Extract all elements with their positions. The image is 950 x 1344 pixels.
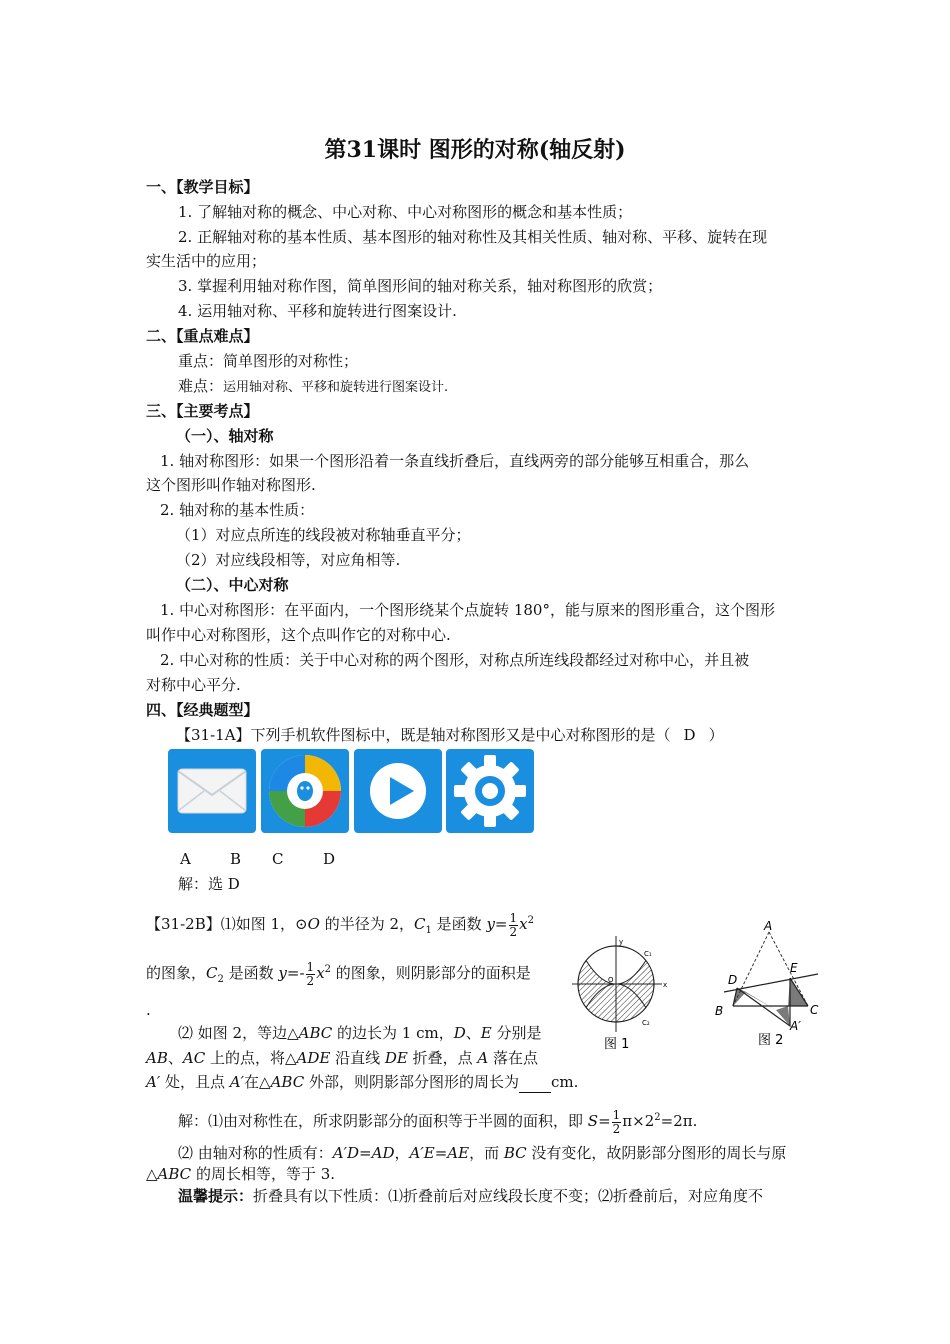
fig2-label-e: E xyxy=(790,961,798,975)
mail-icon xyxy=(168,749,256,833)
question-2b-line3: A′ 处，且点 A′在△ABC 外部，则阴影部分图形的周长为 cm. xyxy=(146,1073,579,1091)
question-tag: 【31-1A】 xyxy=(176,726,251,744)
question-tag: 【31-2B】 xyxy=(146,915,221,933)
fig2-label-a: A xyxy=(764,919,773,933)
solution-2-line1: ⑵ 由轴对称的性质有：A′D=AD，A′E=AE，而 BC 没有变化，故阴影部分图形的周长与原 xyxy=(178,1144,787,1162)
difficulty-label: 难点： xyxy=(178,377,224,395)
figure-2 xyxy=(710,918,825,1050)
fig1-label-x: x xyxy=(663,981,668,989)
tip-text: 折叠具有以下性质：⑴折叠前后对应线段长度不变；⑵折叠前后，对应角度不 xyxy=(253,1187,764,1205)
fig2-label-a-prime: A′ xyxy=(790,1019,801,1033)
fig1-label-o: O xyxy=(608,976,614,984)
paragraph: （2）对应线段相等，对应角相等. xyxy=(176,551,401,569)
option-d: D xyxy=(323,850,336,868)
figure-1 xyxy=(570,932,670,1052)
paragraph: 叫作中心对称图形，这个点叫作它的对称中心. xyxy=(146,626,451,644)
play-icon xyxy=(354,749,442,833)
difficulty-text: 运用轴对称、平移和旋转进行图案设计. xyxy=(223,380,449,395)
paragraph: 对称中心平分. xyxy=(146,676,241,694)
paragraph: 2. 中心对称的性质：关于中心对称的两个图形，对称点所连线段都经过对称中心，并且被 xyxy=(160,651,750,669)
question-2-line3: . xyxy=(146,1001,151,1019)
fig1-label-c1: C₁ xyxy=(644,950,652,958)
fraction: $\frac{1}{2}$ xyxy=(509,910,518,939)
option-c: C xyxy=(272,850,284,868)
page-title: 第31课时 图形的对称(轴反射) xyxy=(324,137,626,163)
question-1: 【31-1A】下列手机软件图标中，既是轴对称图形又是中心对称图形的是（ D ） xyxy=(176,726,724,744)
paragraph: 1. 轴对称图形：如果一个图形沿着一条直线折叠后，直线两旁的部分能够互相重合，那么 xyxy=(160,452,750,470)
goal-item: 3. 掌握利用轴对称作图，简单图形间的轴对称关系，轴对称图形的欣赏； xyxy=(178,277,663,295)
section-heading-topics: 三、【主要考点】 xyxy=(146,402,259,420)
fig1-label-c2: C₂ xyxy=(642,1019,650,1027)
paragraph: 1. 中心对称图形：在平面内，一个图形绕某个点旋转 180°，能与原来的图形重合，这个图形 xyxy=(160,601,775,619)
paragraph: 2. 轴对称的基本性质： xyxy=(160,501,315,519)
fig2-label-b: B xyxy=(715,1004,724,1018)
key-point: 重点：简单图形的对称性； xyxy=(178,352,359,370)
goal-item: 2. 正解轴对称的基本性质、基本图形的轴对称性及其相关性质、轴对称、平移、旋转在现 xyxy=(178,228,768,246)
subheading-central: （二）、中心对称 xyxy=(176,576,289,594)
fraction: $\frac{1}{2}$ xyxy=(306,959,315,988)
paragraph: （1）对应点所连的线段被对称轴垂直平分； xyxy=(176,526,471,544)
gear-icon xyxy=(446,749,534,833)
subheading-axial: （一）、轴对称 xyxy=(176,427,274,445)
question-2-line2: 的图象，$C_2$ 是函数 y=- $\frac{1}{2}$ $x^2$ 的图象，则阴影部分的面积是 xyxy=(146,959,531,988)
solution-2-line2: △ABC 的周长相等，等于 3. xyxy=(146,1165,336,1183)
fig1-label-y: y xyxy=(619,938,624,946)
solution-1: 解：⑴由对称性在，所求阴影部分的面积等于半圆的面积，即 S= $\frac{1}{2}$ $\pi\times 2^2=2\pi$. xyxy=(178,1107,698,1136)
q1-solution: 解：选 D xyxy=(178,875,240,893)
fig1-caption: 图 1 xyxy=(604,1037,630,1052)
section-heading-key: 二、【重点难点】 xyxy=(146,327,259,345)
answer-blank xyxy=(519,1072,551,1093)
option-b: B xyxy=(230,850,242,868)
fig2-caption: 图 2 xyxy=(758,1033,784,1048)
fig2-label-d: D xyxy=(728,973,738,987)
answer-d: D xyxy=(683,726,696,744)
section-heading-examples: 四、【经典题型】 xyxy=(146,701,259,719)
section-heading-goals: 一、【教学目标】 xyxy=(146,178,259,196)
question-2-line1: 【31-2B】⑴如图 1，⊙O 的半径为 2，$C_1$ 是函数 y= $\frac{1}{2}$ $x^2$ xyxy=(146,910,534,939)
goal-item-cont: 实生活中的应用； xyxy=(146,252,267,270)
goal-item: 1. 了解轴对称的概念、中心对称、中心对称图形的概念和基本性质； xyxy=(178,203,633,221)
question-2b-line1: ⑵ 如图 2，等边△ABC 的边长为 1 cm，D、E 分别是 xyxy=(178,1024,542,1042)
fig2-label-c: C xyxy=(810,1003,819,1017)
question-2b-line2: AB、AC 上的点，将△ADE 沿直线 DE 折叠，点 A 落在点 xyxy=(146,1049,539,1067)
qq-browser-icon xyxy=(261,749,349,833)
fraction: $\frac{1}{2}$ xyxy=(612,1107,621,1136)
difficulty-point xyxy=(178,376,448,398)
paragraph: 这个图形叫作轴对称图形. xyxy=(146,476,316,494)
option-a: A xyxy=(180,850,191,868)
tip xyxy=(178,1186,763,1206)
tip-label: 温馨提示： xyxy=(178,1187,254,1205)
goal-item: 4. 运用轴对称、平移和旋转进行图案设计. xyxy=(178,302,457,320)
